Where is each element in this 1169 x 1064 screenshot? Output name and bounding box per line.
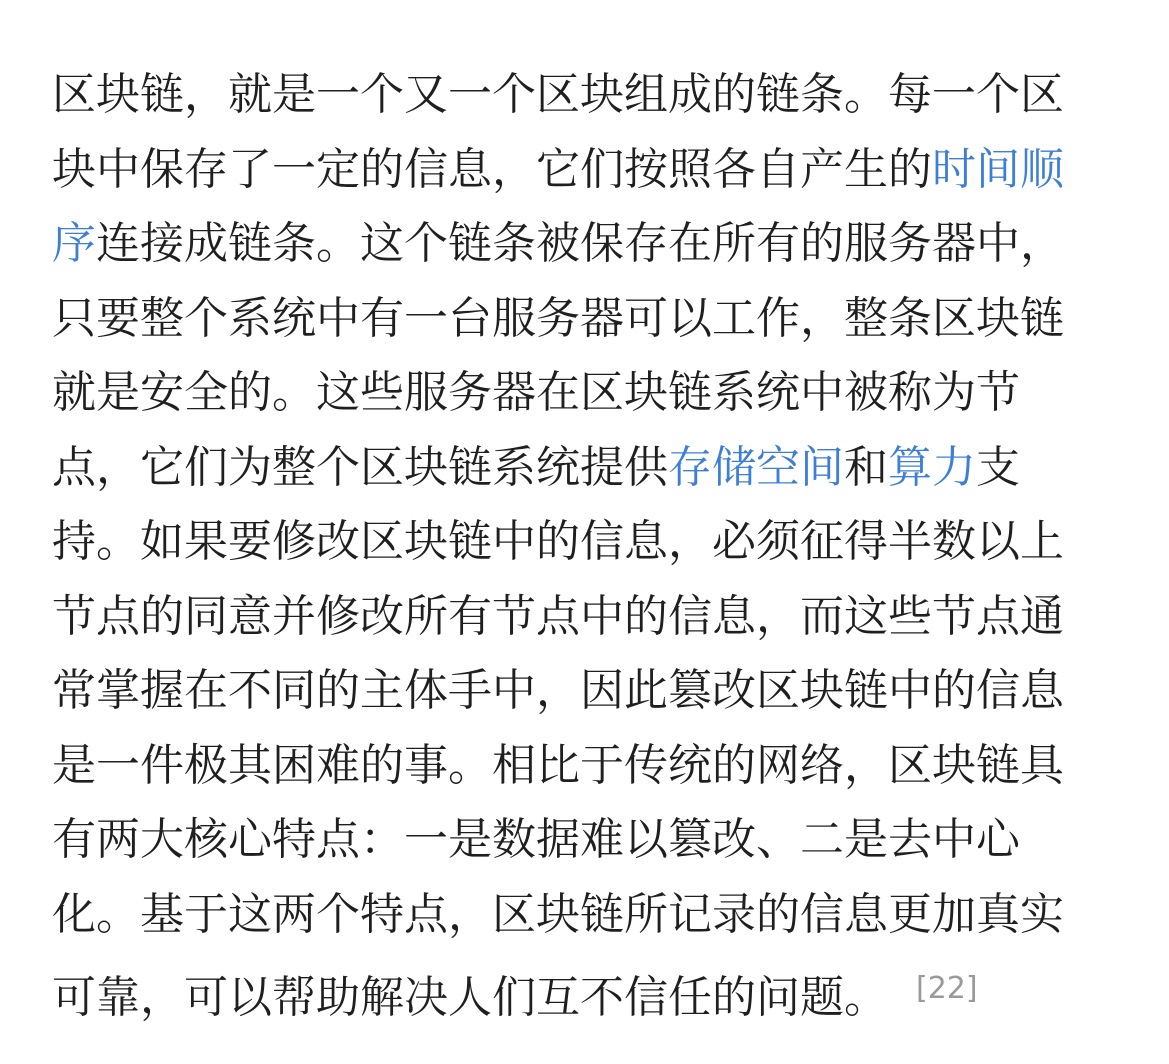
text-line xyxy=(52,58,1092,133)
line-text: 是一件极其困难的事。相比于传统的网络，区块链具 xyxy=(52,739,1064,791)
text-line xyxy=(52,803,1092,878)
text-line xyxy=(52,729,1092,804)
text-line xyxy=(52,207,1092,282)
line-text: 和 xyxy=(844,441,888,493)
text-line xyxy=(52,431,1092,506)
line-text: 连接成链条。这个链条被保存在所有的服务器中， xyxy=(96,218,1064,269)
line-text: 就是安全的。这些服务器在区块链系统中被称为节 xyxy=(52,367,1020,418)
text-line xyxy=(52,952,1092,1027)
line-text: 有两大核心特点：一是数据难以篡改、二是去中心 xyxy=(52,814,1020,865)
line-text: 块中保存了一定的信息，它们按照各自产生的 xyxy=(52,143,932,195)
text-line xyxy=(52,505,1092,580)
reference-link[interactable]: [22] xyxy=(916,971,978,1006)
time-order-link[interactable]: 序 xyxy=(52,218,96,269)
line-text: 点，它们为整个区块链系统提供 xyxy=(52,441,668,493)
text-line xyxy=(52,133,1092,208)
line-text: 节点的同意并修改所有节点中的信息，而这些节点通 xyxy=(52,590,1064,642)
line-text: 化。基于这两个特点，区块链所记录的信息更加真实 xyxy=(52,888,1064,940)
time-order-link[interactable]: 时间顺 xyxy=(932,143,1064,195)
text-line xyxy=(52,580,1092,655)
text-line xyxy=(52,356,1092,431)
text-line xyxy=(52,878,1092,953)
text-line xyxy=(52,654,1092,729)
storage-space-link[interactable]: 存储空间 xyxy=(668,441,844,493)
article-paragraph xyxy=(52,58,1092,1027)
line-text: 支 xyxy=(976,441,1020,493)
line-text: 常掌握在不同的主体手中，因此篡改区块链中的信息 xyxy=(52,665,1064,716)
line-text: 可靠，可以帮助解决人们互不信任的问题。 xyxy=(52,972,888,1023)
text-line xyxy=(52,282,1092,357)
line-text: 只要整个系统中有一台服务器可以工作，整条区块链 xyxy=(52,292,1064,344)
line-text: 区块链，就是一个又一个区块组成的链条。每一个区 xyxy=(52,69,1064,120)
computing-power-link[interactable]: 算力 xyxy=(888,441,976,493)
line-text: 持。如果要修改区块链中的信息，必须征得半数以上 xyxy=(52,516,1064,567)
